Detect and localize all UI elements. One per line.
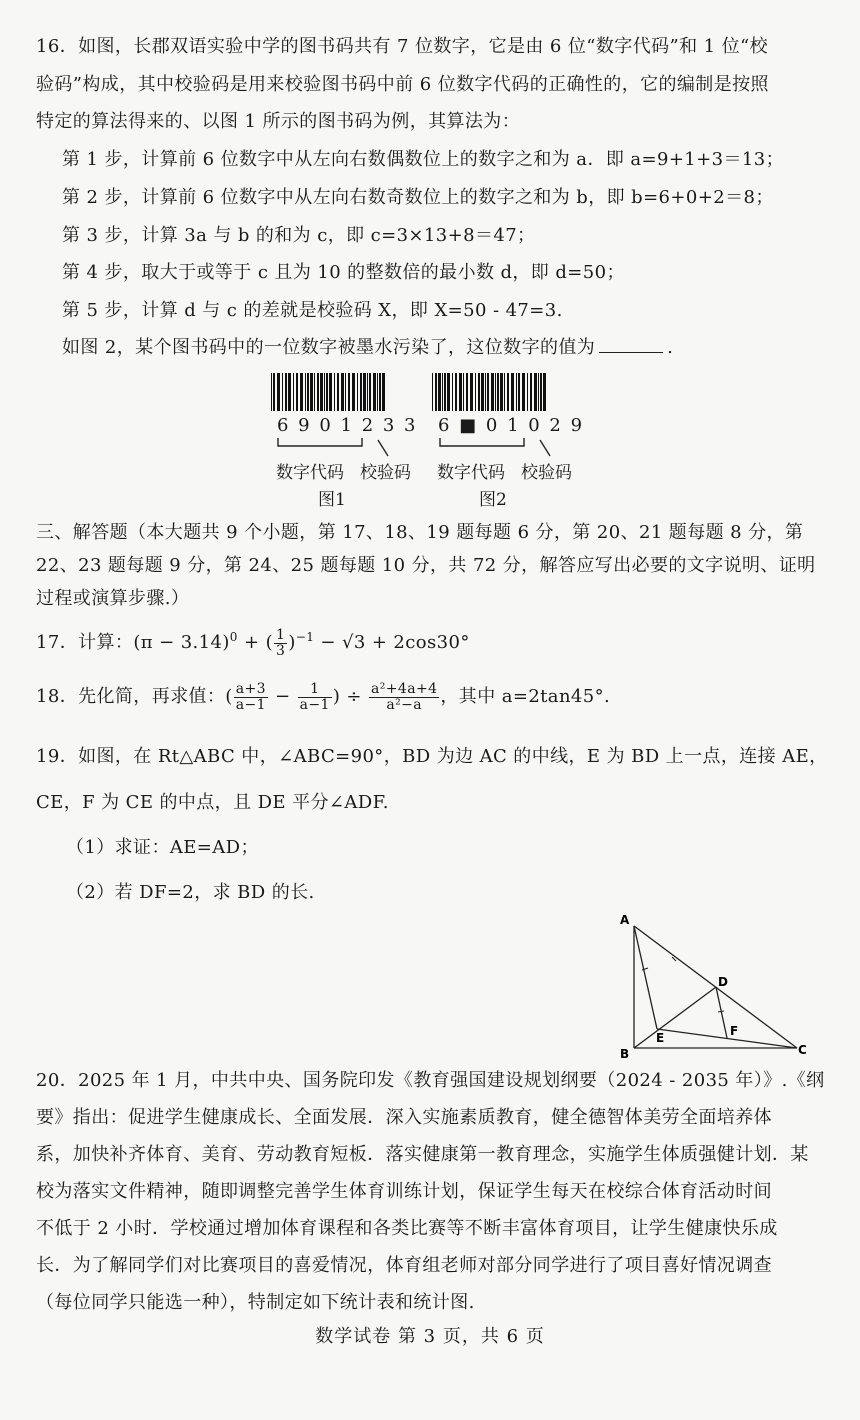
section3-line-3: 过程或演算步骤.） <box>36 588 190 609</box>
q20-line-1: 20．2025 年 1 月，中共中央、国务院印发《教育强国建设规划纲要（2024 - 2035 年）》.《纲 <box>36 1070 825 1091</box>
barcode-bar <box>348 373 350 411</box>
barcode-bar <box>320 373 323 411</box>
barcode-bar <box>516 373 517 411</box>
barcode-bar <box>487 373 489 411</box>
q20-line-6: 长．为了解同学们对比赛项目的喜爱情况，体育组老师对部分同学进行了项目喜好情况调查 <box>36 1255 772 1276</box>
barcode-bar <box>507 373 509 411</box>
barcode-bar <box>271 373 272 411</box>
barcode-bar <box>485 373 486 411</box>
barcode-bar <box>357 373 358 411</box>
question-18 <box>36 682 610 712</box>
barcode-bar <box>377 373 378 411</box>
barcode-bar <box>527 373 528 411</box>
barcode-1-bars <box>271 373 386 411</box>
fig1-label-code: 数字代码 <box>276 463 344 483</box>
barcode-bar <box>337 373 339 411</box>
barcode-bar <box>305 373 306 411</box>
point-c-label: C <box>798 1043 807 1057</box>
barcode-bar <box>504 373 505 411</box>
q16-question-end: . <box>667 337 674 358</box>
barcode-bar <box>310 373 313 411</box>
fig1-label-check: 校验码 <box>360 463 411 483</box>
q18-f3-den: a²−a <box>386 696 423 713</box>
barcode-bar <box>522 373 525 411</box>
barcode-bar <box>530 373 532 411</box>
q16-step-2: 第 2 步，计算前 6 位数字中从左向右数奇数位上的数字之和为 b，即 b=6+0+2＝8； <box>62 187 774 208</box>
barcode-bar <box>382 373 385 411</box>
barcode-bar <box>543 373 546 411</box>
fig2-label-check: 校验码 <box>521 463 572 483</box>
barcode-bar <box>314 373 315 411</box>
barcode-bar <box>466 373 468 411</box>
point-d-label: D <box>718 975 728 989</box>
barcode-bar <box>369 373 371 411</box>
page-footer: 数学试卷 第 3 页，共 6 页 <box>315 1326 545 1347</box>
barcode-bar <box>511 373 514 411</box>
barcode-bar <box>293 373 294 411</box>
barcode-bar <box>282 373 283 411</box>
q18-fraction-3 <box>369 682 439 712</box>
q18-fraction-2 <box>298 682 332 712</box>
q17-part2: ) <box>288 632 296 654</box>
q17-exp0: 0 <box>229 630 238 645</box>
q20-line-5: 不低于 2 小时．学校通过增加体育课程和各类比赛等不断丰富体育项目，让学生健康快乐成 <box>36 1218 778 1239</box>
barcode-bar <box>363 373 366 411</box>
q17-plus: + ( <box>237 632 273 654</box>
barcode-2-bars <box>432 373 549 411</box>
barcode-bar <box>329 373 332 411</box>
barcode-bar <box>273 373 275 411</box>
barcode-bar <box>360 373 362 411</box>
q19-sub-1: （1）求证：AE=AD； <box>66 837 259 858</box>
barcode-bar <box>296 373 298 411</box>
q16-question <box>62 333 673 359</box>
barcode-bar <box>540 373 542 411</box>
barcode-bar <box>432 373 433 411</box>
barcode-bar <box>345 373 346 411</box>
q18-fraction-1 <box>234 682 268 712</box>
barcode-bar <box>367 373 368 411</box>
barcode-bar <box>317 373 319 411</box>
barcode-bar <box>475 373 476 411</box>
fig1-caption: 图1 <box>318 490 346 510</box>
answer-blank[interactable] <box>599 336 663 353</box>
q20-line-3: 系，加快补齐体育、美育、劳动教育短板．落实健康第一教育理念，实施学生体质强健计划．某 <box>36 1144 809 1165</box>
q20-line-7: （每位同学只能选一种），特制定如下统计表和统计图. <box>36 1292 475 1313</box>
q18-f1-num: a+3 <box>235 681 266 697</box>
q19-sub-2: （2）若 DF=2，求 BD 的长. <box>66 882 315 903</box>
q16-step-1: 第 1 步，计算前 6 位数字中从左向右数偶数位上的数字之和为 a．即 a=9+1+3＝13； <box>62 149 785 170</box>
barcode-bar <box>444 373 446 411</box>
q18-f2-num: 1 <box>298 682 332 698</box>
q16-step-5: 第 5 步，计算 d 与 c 的差就是校验码 X，即 X=50 - 47=3. <box>62 300 563 321</box>
q20-line-4: 校为落实文件精神，随即调整完善学生体育训练计划，保证学生每天在校综合体育活动时间 <box>36 1181 772 1202</box>
barcode-bar <box>334 373 335 411</box>
barcode-bar <box>435 373 437 411</box>
q19-line-2: CE，F 为 CE 的中点，且 DE 平分∠ADF. <box>36 792 389 813</box>
barcode-bar <box>438 373 441 411</box>
barcode-bar <box>478 373 480 411</box>
barcode-bar <box>500 373 503 411</box>
barcode-bar <box>463 373 464 411</box>
q19-line-1: 19．如图，在 Rt△ABC 中，∠ABC=90°，BD 为边 AC 的中线，E 为 BD 上一点，连接 AE， <box>36 746 828 767</box>
barcode-bar <box>277 373 280 411</box>
fig2-digits: 6 ■ 0 1 0 2 9 <box>438 415 585 436</box>
point-a-label: A <box>620 913 630 927</box>
barcode-bar <box>452 373 453 411</box>
barcode-bar <box>373 373 376 411</box>
fig2-bracket <box>432 436 572 458</box>
q17-part3: − √3 + 2cos30° <box>314 632 470 654</box>
q16-step-3: 第 3 步，计算 3a 与 b 的和为 c，即 c=3×13+8＝47； <box>62 225 536 246</box>
q17-part1: (π − 3.14) <box>133 632 230 654</box>
barcode-bar <box>495 373 496 411</box>
barcode-bar <box>447 373 450 411</box>
point-b-label: B <box>620 1047 630 1061</box>
section3-line-1: 三、解答题（本大题共 9 个小题，第 17、18、19 题每题 6 分，第 20、21 题每题 8 分，第 <box>36 522 804 543</box>
q20-line-2: 要》指出：促进学生健康成长、全面发展．深入实施素质教育，健全德智体美劳全面培养体 <box>36 1107 772 1128</box>
barcode-bar <box>442 373 443 411</box>
q17-exp-neg1: −1 <box>295 630 315 645</box>
barcode-bar <box>455 373 457 411</box>
barcode-bar <box>497 373 499 411</box>
barcode-bar <box>459 373 462 411</box>
question-17 <box>36 628 470 658</box>
barcode-bar <box>285 373 287 411</box>
q17-fraction <box>274 628 287 658</box>
q16-line-2: 验码”构成，其中校验码是用来校验图书码中前 6 位数字代码的正确性的，它的编制是按照 <box>36 74 769 95</box>
barcode-bar <box>379 373 381 411</box>
triangle-figure <box>612 908 816 1064</box>
fig2-caption: 图2 <box>479 490 507 510</box>
q18-div: ) ÷ <box>332 686 368 708</box>
fig2-label-code: 数字代码 <box>437 463 505 483</box>
q18-prefix: 18．先化简，再求值：( <box>36 686 233 708</box>
barcode-bar <box>518 373 520 411</box>
q17-frac-num: 1 <box>276 627 286 643</box>
point-e-label: E <box>656 1031 665 1045</box>
q18-f2-den: a−1 <box>299 696 330 713</box>
barcode-bar <box>300 373 303 411</box>
barcode-bar <box>470 373 473 411</box>
barcode-bar <box>538 373 539 411</box>
q17-prefix: 17．计算： <box>36 632 134 654</box>
fig1-digits: 6 9 0 1 2 3 3 <box>277 415 418 436</box>
barcode-bar <box>324 373 325 411</box>
point-f-label: F <box>730 1024 739 1038</box>
barcode-bar <box>491 373 494 411</box>
q16-line-3: 特定的算法得来的、以图 1 所示的图书码为例，其算法为： <box>36 111 521 132</box>
section3-line-2: 22、23 题每题 9 分，第 24、25 题每题 10 分，共 72 分，解答应写出必要的文字说明、证明 <box>36 555 816 576</box>
q16-step-4: 第 4 步，取大于或等于 c 且为 10 的整数倍的最小数 d，即 d=50； <box>62 262 625 283</box>
q18-f3-num: a²+4a+4 <box>371 681 438 697</box>
q16-line-1: 16．如图，长郡双语实验中学的图书码共有 7 位数字，它是由 6 位“数字代码”和 1 位“校 <box>36 36 768 57</box>
q18-suffix: ，其中 a=2tan45°. <box>440 686 611 708</box>
q17-frac-den: 3 <box>276 642 286 659</box>
barcode-bar <box>352 373 355 411</box>
q16-question-text: 如图 2，某个图书码中的一位数字被墨水污染了，这位数字的值为 <box>62 337 596 358</box>
barcode-bar <box>326 373 328 411</box>
barcode-bar <box>307 373 309 411</box>
barcode-bar <box>341 373 344 411</box>
fig1-bracket <box>270 436 410 458</box>
barcode-bar <box>288 373 291 411</box>
barcode-bar <box>534 373 537 411</box>
barcode-bar <box>481 373 484 411</box>
q18-minus: − <box>268 686 297 708</box>
q18-f1-den: a−1 <box>235 696 266 713</box>
